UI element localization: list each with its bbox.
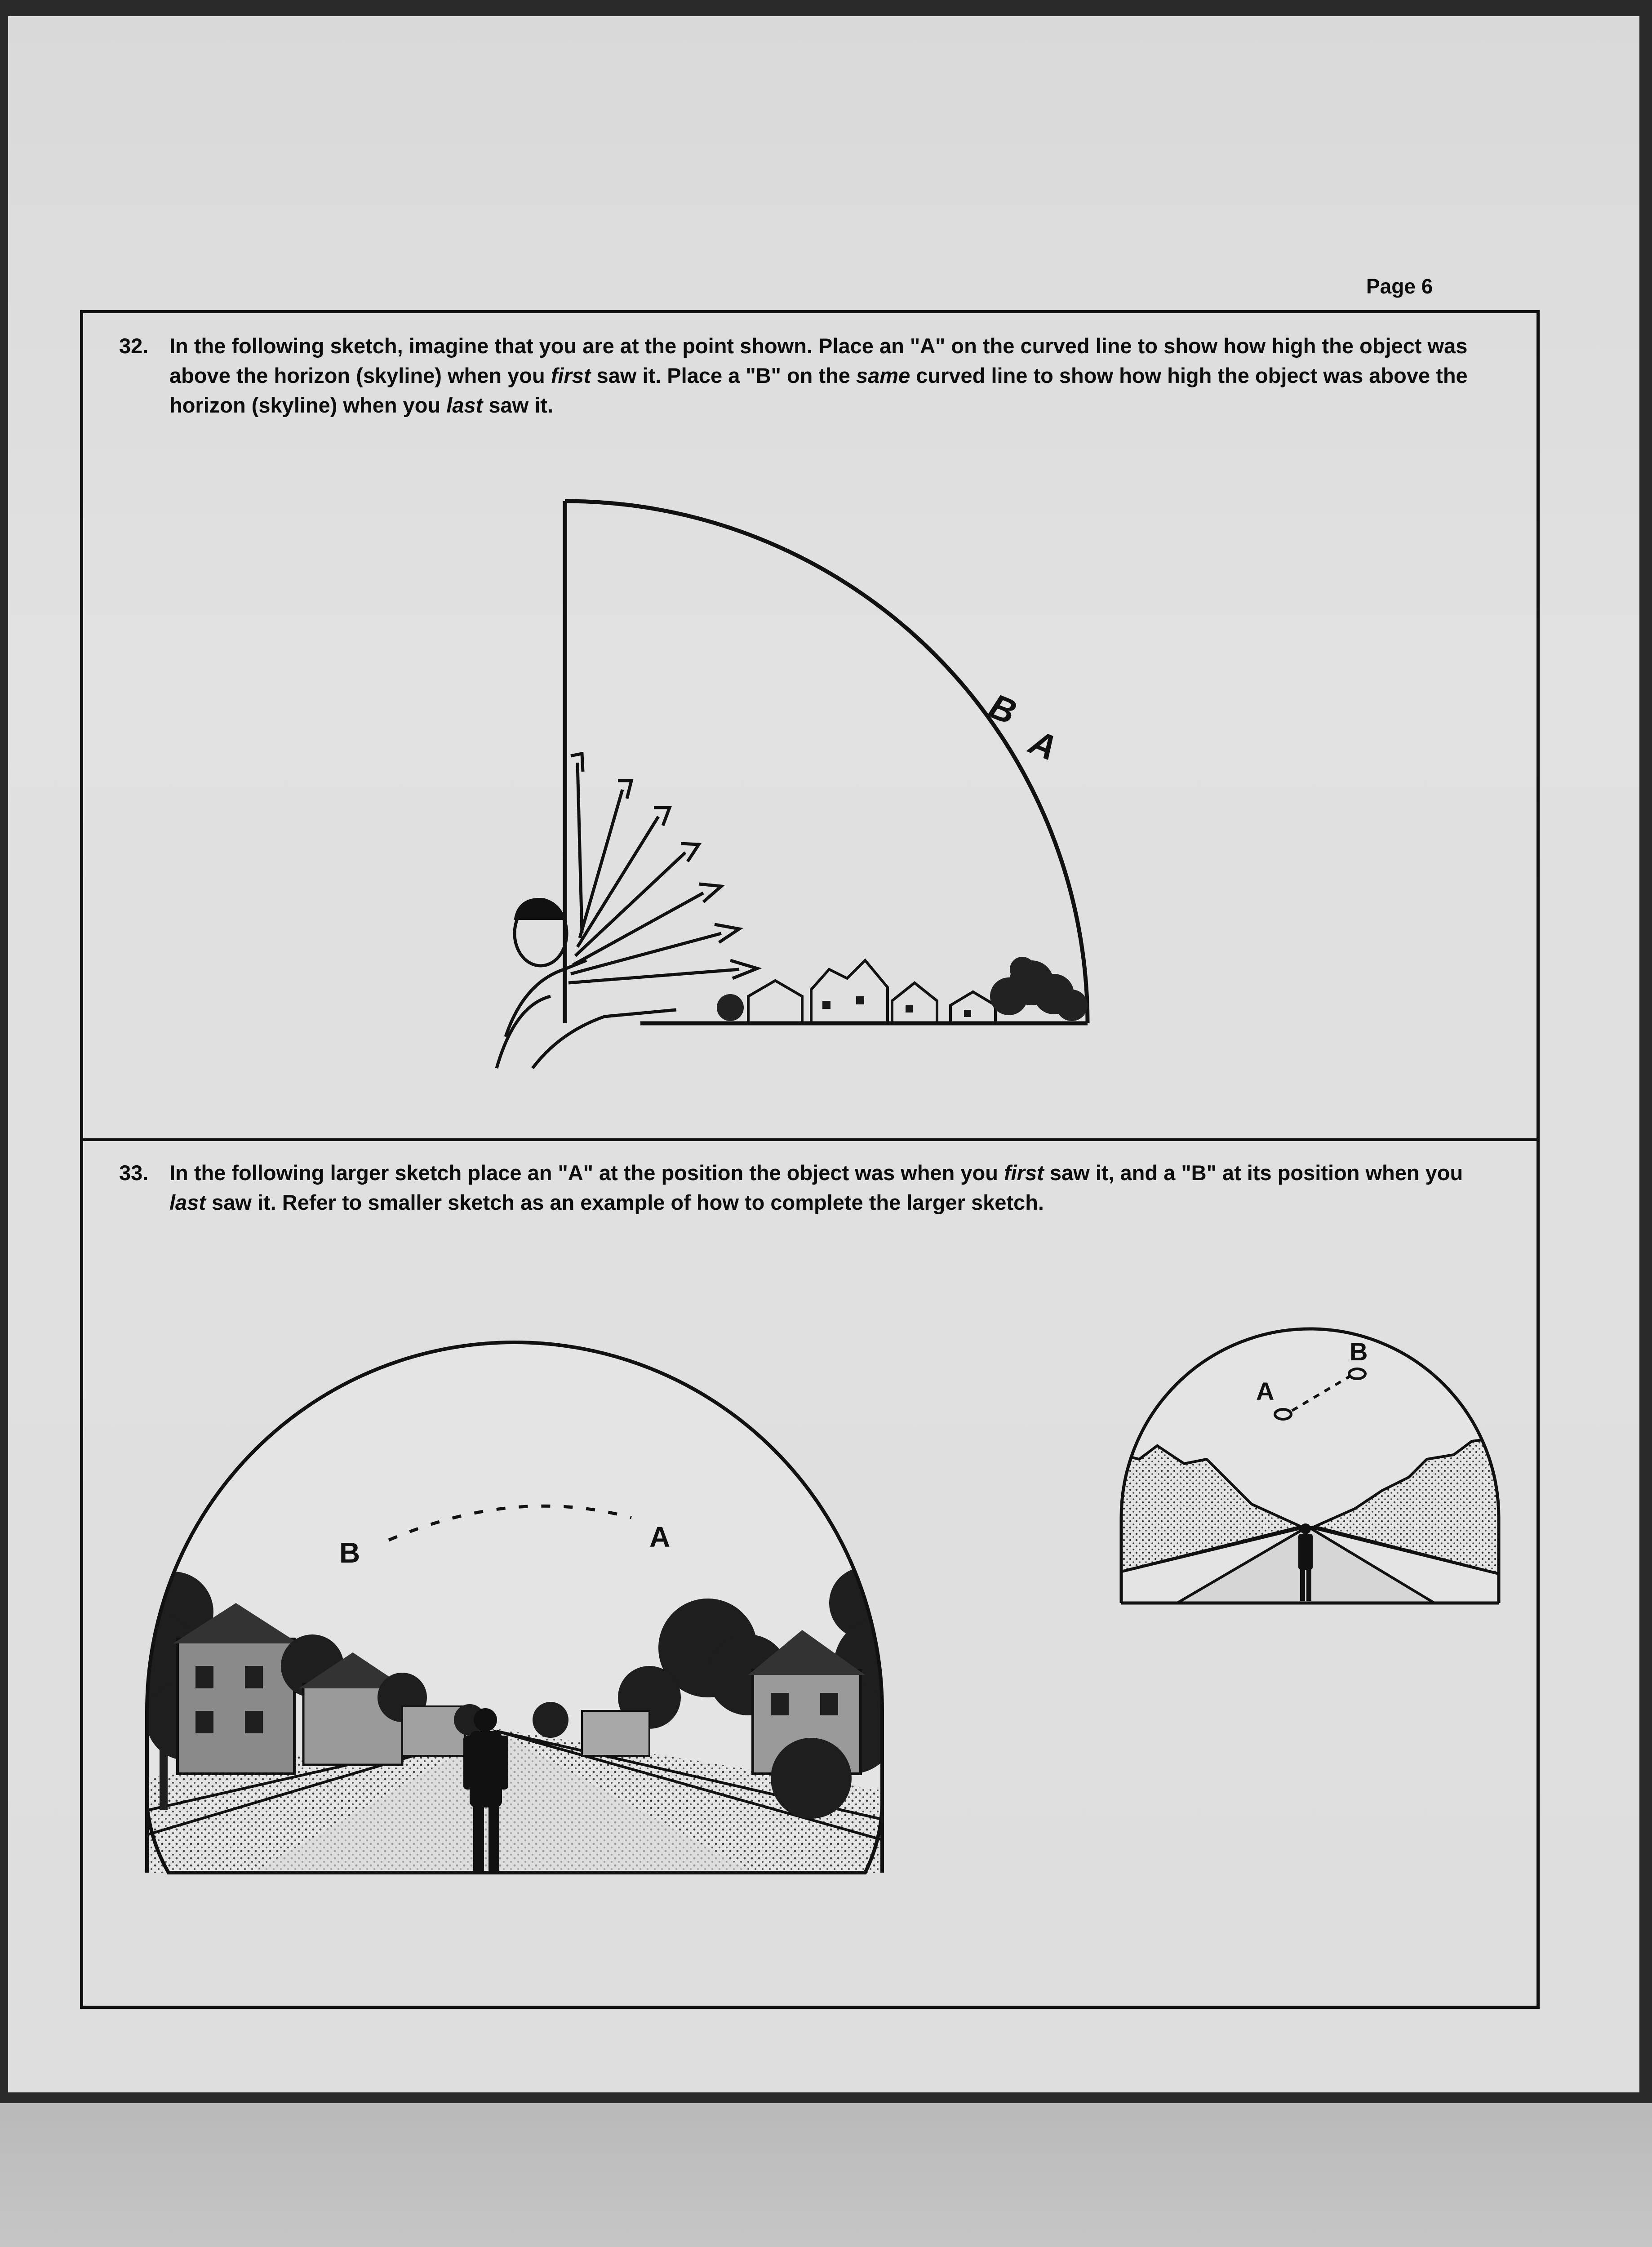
small-example-dome-sketch (1103, 1324, 1508, 1612)
large-sky-dome-sketch (110, 1324, 919, 1909)
elevation-arc-sketch (488, 493, 1207, 1086)
question-33-text-part: saw it. Refer to smaller sketch as an example of how to complete the larger sketch. (206, 1190, 1044, 1214)
question-33-text-part: saw it, and a "B" at its position when you (1044, 1161, 1463, 1185)
question-32-text (169, 331, 1503, 420)
question-32-number: 32. (119, 334, 149, 358)
pointing-arms (568, 754, 757, 983)
small-sketch-mark-b: B (1350, 1337, 1368, 1366)
question-32 (119, 331, 1503, 426)
question-32-mark-a: A (1024, 722, 1062, 768)
question-33-number: 33. (119, 1161, 149, 1185)
questionnaire-form (80, 310, 1540, 2009)
skyline-houses (748, 960, 995, 1023)
large-sketch-mark-a: A (649, 1521, 671, 1553)
question-32-mark-b: B (983, 686, 1022, 732)
question-33-text-part: In the following larger sketch place an "A" at the position the object was when you (169, 1161, 1004, 1185)
question-32-text-part: saw it. Place a "B" on the (591, 364, 856, 387)
skyline-trees (717, 957, 1088, 1021)
question-32-emphasis-first: first (551, 364, 591, 387)
question-32-text-part: In the following sketch, imagine that you are at the point shown. Place an "A" on the curved line to show how high the object was above the horizon (skyline) when you (169, 334, 1468, 387)
question-32-emphasis-last: last (446, 393, 483, 417)
question-33-emphasis-first: first (1004, 1161, 1044, 1185)
page-number: Page 6 (1366, 275, 1433, 298)
large-sketch-mark-b: B (339, 1536, 360, 1569)
question-32-emphasis-same: same (856, 364, 910, 387)
question-33-emphasis-last: last (169, 1190, 206, 1214)
elevation-curved-line (565, 501, 1088, 1023)
question-32-text-part: saw it. (483, 393, 554, 417)
small-sketch-mark-a: A (1256, 1377, 1275, 1405)
observer-figure (497, 900, 676, 1068)
question-33 (119, 1158, 1503, 1221)
question-divider (83, 1138, 1537, 1141)
question-33-text (169, 1158, 1503, 1217)
question-32-text-part: curved line to show how high the object was above the horizon (skyline) when you (169, 364, 1468, 417)
background-surface (0, 2103, 1652, 2247)
